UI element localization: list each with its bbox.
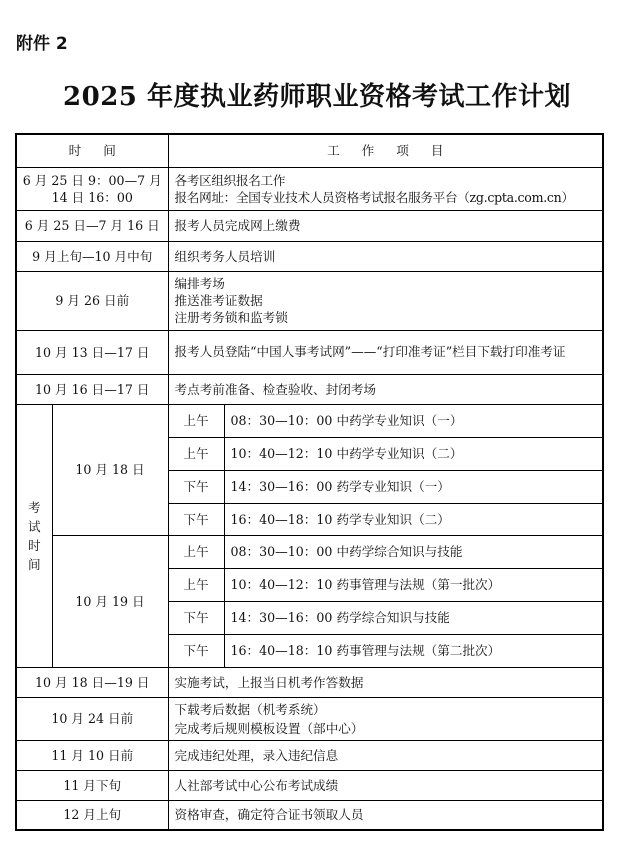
exam-time: 14：30—16：00 (230, 479, 333, 494)
exam-subject: 药学专业知识（二） (336, 511, 450, 527)
exam-subject: 中药学专业知识（二） (336, 446, 463, 461)
exam-session (224, 535, 603, 568)
header-items: 工 作 项 目 (168, 134, 603, 167)
row-time: 10 月 24 日前 (16, 697, 168, 740)
exam-period: 下午 (168, 503, 224, 535)
exam-time: 16：40—18：10 (230, 511, 333, 527)
row-time: 6 月 25 日 9：00—7 月 14 日 16：00 (16, 167, 168, 210)
exam-subject: 中药学综合知识与技能 (336, 544, 463, 559)
table-row (16, 770, 603, 800)
header-time: 时 间 (16, 134, 168, 167)
table-row (16, 740, 603, 770)
exam-period: 下午 (168, 634, 224, 667)
table-row (16, 241, 603, 271)
table-row (16, 330, 603, 374)
exam-session (224, 503, 603, 535)
row-items: 完成违纪处理，录入违纪信息 (168, 740, 603, 770)
exam-session-row (16, 535, 603, 568)
exam-session-row (16, 404, 603, 437)
exam-time: 08：30—10：00 (230, 413, 333, 428)
exam-period: 上午 (168, 568, 224, 601)
exam-time: 10：40—12：10 (230, 446, 333, 461)
exam-period: 上午 (168, 535, 224, 568)
row-time: 9 月上旬—10 月中旬 (16, 241, 168, 271)
row-time: 10 月 16 日—17 日 (16, 374, 168, 404)
attachment-label: 附件 2 (16, 34, 68, 54)
row-items: 报考人员完成网上缴费 (168, 210, 603, 241)
row-items: 下载考后数据（机考系统） 完成考后规则模板设置（部中心） (168, 697, 603, 740)
exam-session (224, 634, 603, 667)
exam-subject: 中药学专业知识（一） (336, 413, 463, 428)
table-row (16, 271, 603, 330)
table-row (16, 374, 603, 404)
table-header-row (16, 134, 603, 167)
exam-subject: 药学专业知识（一） (336, 479, 450, 494)
exam-period: 上午 (168, 437, 224, 470)
exam-date: 10 月 19 日 (52, 535, 168, 667)
exam-subject: 药事管理与法规（第一批次） (336, 577, 501, 592)
row-items: 编排考场 推送准考证数据 注册考务锁和监考锁 (168, 271, 603, 330)
table-row (16, 167, 603, 210)
exam-session (224, 437, 603, 470)
row-time: 11 月 10 日前 (16, 740, 168, 770)
table-row (16, 697, 603, 740)
exam-period: 下午 (168, 470, 224, 503)
exam-period: 下午 (168, 601, 224, 634)
table-row (16, 800, 603, 830)
exam-time: 16：40—18：10 (230, 643, 333, 658)
row-time: 12 月上旬 (16, 800, 168, 830)
row-items: 人社部考试中心公布考试成绩 (168, 770, 603, 800)
row-items: 组织考务人员培训 (168, 241, 603, 271)
row-items: 实施考试，上报当日机考作答数据 (168, 667, 603, 697)
table-row (16, 210, 603, 241)
exam-period: 上午 (168, 404, 224, 437)
row-time: 10 月 13 日—17 日 (16, 330, 168, 374)
table-row (16, 667, 603, 697)
exam-time: 14：30—16：00 (230, 610, 333, 625)
row-items: 资格审查，确定符合证书领取人员 (168, 800, 603, 830)
row-items: 考点考前准备、检查验收、封闭考场 (168, 374, 603, 404)
exam-date: 10 月 18 日 (52, 404, 168, 535)
exam-session (224, 568, 603, 601)
exam-time: 08：30—10：00 (230, 544, 333, 559)
exam-time: 10：40—12：10 (230, 577, 333, 592)
row-time: 11 月下旬 (16, 770, 168, 800)
document-title: 2025 年度执业药师职业资格考试工作计划 (63, 82, 571, 112)
exam-session (224, 470, 603, 503)
row-items: 报考人员登陆“中国人事考试网”——“打印准考证”栏目下载打印准考证 (168, 330, 603, 374)
exam-time-label: 考 试 时 间 (16, 404, 52, 667)
row-time: 9 月 26 日前 (16, 271, 168, 330)
exam-subject: 药学综合知识与技能 (336, 610, 450, 625)
row-items: 各考区组织报名工作 报名网址：全国专业技术人员资格考试报名服务平台（zg.cpta.com.cn） (168, 167, 603, 210)
exam-subject: 药事管理与法规（第二批次） (336, 643, 501, 658)
row-time: 10 月 18 日—19 日 (16, 667, 168, 697)
exam-session (224, 601, 603, 634)
exam-session (224, 404, 603, 437)
row-time: 6 月 25 日—7 月 16 日 (16, 210, 168, 241)
work-plan-table (15, 133, 604, 831)
